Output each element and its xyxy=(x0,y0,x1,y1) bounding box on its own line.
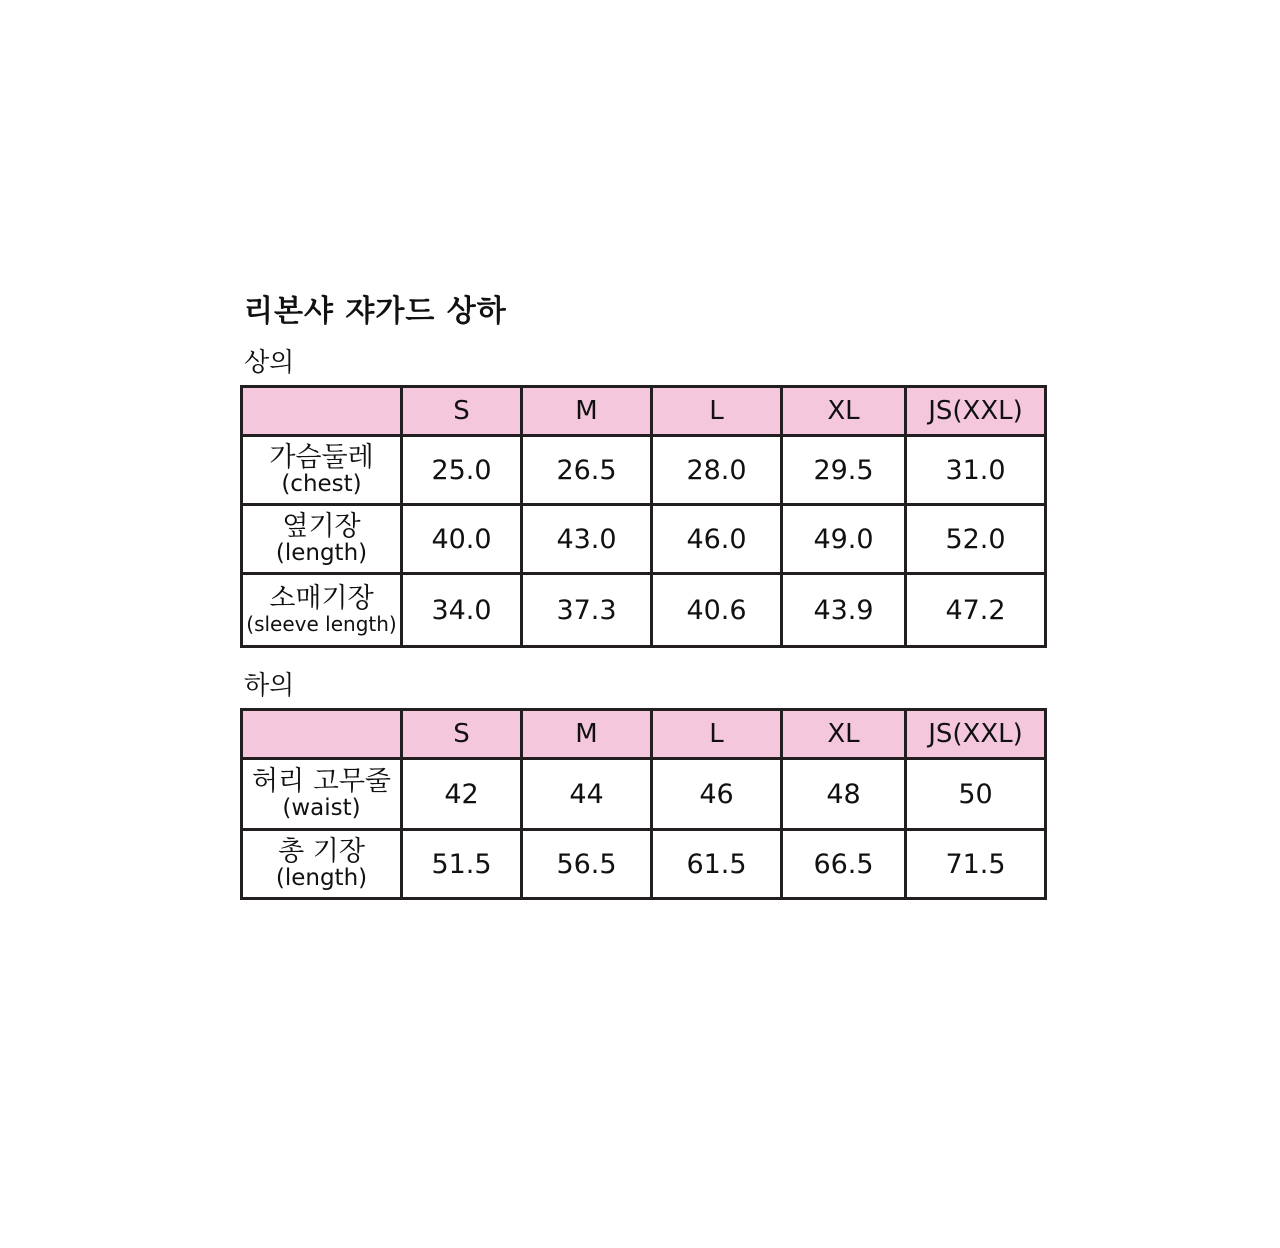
row-label-en: (length) xyxy=(275,865,368,892)
size-header-m: M xyxy=(522,710,652,759)
row-header-waist xyxy=(242,759,402,830)
table-row-chest xyxy=(242,436,1046,505)
value-cell: 25.0 xyxy=(402,436,522,505)
header-corner-cell xyxy=(242,710,402,759)
row-label-ko: 가슴둘레 xyxy=(269,441,374,473)
value-cell: 47.2 xyxy=(906,574,1046,647)
value-cell: 50 xyxy=(906,759,1046,830)
value-cell: 56.5 xyxy=(522,830,652,899)
value-cell: 48 xyxy=(782,759,906,830)
table-row-total-length xyxy=(242,830,1046,899)
table-row-waist xyxy=(242,759,1046,830)
header-corner-cell xyxy=(242,387,402,436)
size-header-s: S xyxy=(402,387,522,436)
size-header-l: L xyxy=(652,710,782,759)
table-header-row xyxy=(242,387,1046,436)
value-cell: 71.5 xyxy=(906,830,1046,899)
bottom-section-label: 하의 xyxy=(244,671,295,701)
size-header-s: S xyxy=(402,710,522,759)
size-header-l: L xyxy=(652,387,782,436)
value-cell: 46.0 xyxy=(652,505,782,574)
row-label-ko: 소매기장 xyxy=(269,583,374,615)
value-cell: 43.9 xyxy=(782,574,906,647)
table-row-length xyxy=(242,505,1046,574)
value-cell: 37.3 xyxy=(522,574,652,647)
row-header-chest xyxy=(242,436,402,505)
value-cell: 28.0 xyxy=(652,436,782,505)
value-cell: 34.0 xyxy=(402,574,522,647)
value-cell: 49.0 xyxy=(782,505,906,574)
value-cell: 31.0 xyxy=(906,436,1046,505)
size-header-jsxxl: JS(XXL) xyxy=(906,387,1046,436)
value-cell: 29.5 xyxy=(782,436,906,505)
table-header-row xyxy=(242,710,1046,759)
row-label-ko: 총 기장 xyxy=(278,835,365,867)
row-header-length xyxy=(242,505,402,574)
row-label-ko: 허리 고무줄 xyxy=(252,765,391,797)
value-cell: 46 xyxy=(652,759,782,830)
value-cell: 40.6 xyxy=(652,574,782,647)
size-header-jsxxl: JS(XXL) xyxy=(906,710,1046,759)
value-cell: 42 xyxy=(402,759,522,830)
value-cell: 61.5 xyxy=(652,830,782,899)
row-header-total-length xyxy=(242,830,402,899)
row-label-ko: 옆기장 xyxy=(282,510,361,542)
value-cell: 66.5 xyxy=(782,830,906,899)
size-header-xl: XL xyxy=(782,710,906,759)
value-cell: 40.0 xyxy=(402,505,522,574)
size-header-m: M xyxy=(522,387,652,436)
top-size-table xyxy=(240,385,1047,648)
value-cell: 26.5 xyxy=(522,436,652,505)
page-title: 리본샤 쟈가드 상하 xyxy=(244,294,507,329)
row-label-en: (sleeve length) xyxy=(246,611,397,636)
row-label-en: (length) xyxy=(275,540,368,567)
value-cell: 43.0 xyxy=(522,505,652,574)
top-section-label: 상의 xyxy=(244,348,295,378)
size-header-xl: XL xyxy=(782,387,906,436)
table-row-sleeve-length xyxy=(242,574,1046,647)
value-cell: 44 xyxy=(522,759,652,830)
value-cell: 51.5 xyxy=(402,830,522,899)
row-label-en: (chest) xyxy=(281,471,362,498)
value-cell: 52.0 xyxy=(906,505,1046,574)
bottom-size-table xyxy=(240,708,1047,900)
row-label-en: (waist) xyxy=(282,795,361,822)
row-header-sleeve-length xyxy=(242,574,402,647)
